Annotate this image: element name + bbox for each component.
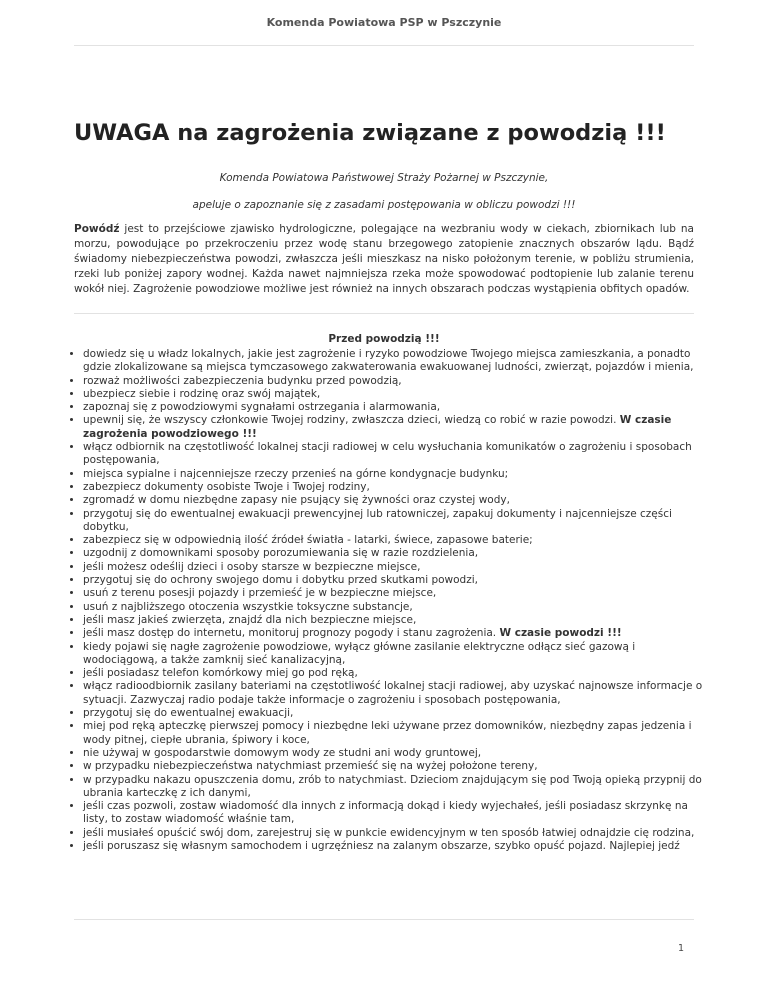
list-item [83, 747, 703, 760]
page-title: UWAGA na zagrożenia związane z powodzią !!! [74, 120, 666, 146]
list-item [83, 707, 703, 720]
list-item [83, 574, 703, 587]
subtitle-appeal: apeluje o zapoznanie się z zasadami postępowania w obliczu powodzi !!! [192, 199, 576, 211]
list-item-text: przygotuj się do ochrony swojego domu i dobytku przed skutkami powodzi, [83, 574, 478, 587]
list-item-heading: W czasie zagrożenia powodziowego !!! [83, 414, 672, 440]
list-item-text: nie używaj w gospodarstwie domowym wody ze studni ani wody gruntowej, [83, 746, 482, 759]
list-item-text: ubezpiecz siebie i rodzinę oraz swój majątek, [83, 387, 321, 400]
page-number: 1 [677, 943, 684, 954]
intro-text: jest to przejściowe zjawisko hydrologiczne, polegające na wezbraniu wody w ciekach, zbiornikach lub na morzu, powodujące po przekroczeniu przez wodę stanu brzegowego zatopienie znacznych obszarów lądu. Bądź świadomy niebezpieczeństwa powodzi, zwłaszcza jeśli mieszkasz na nisko położonym terenie, w pobliżu strumienia, rzeki lub poniżej zapory wodnej. Każda nawet najmniejsza rzeka może spowodować podtopienie lub zalanie terenu wokół niej. Zagrożenie powodziowe możliwe jest również na innych obszarach podczas wystąpienia obfitych opadów. [74, 223, 694, 295]
list-item [83, 348, 703, 375]
list-item [83, 680, 703, 707]
section-title: Przed powodzią !!! [328, 333, 440, 345]
list-item-text: jeśli musiałeś opuścić swój dom, zarejestruj się w punkcie ewidencyjnym w ten sposób łatwiej odnajdzie cię rodzina, [83, 826, 695, 839]
list-item [83, 375, 703, 388]
list-item-text: włącz odbiornik na częstotliwość lokalnej stacji radiowej w celu wysłuchania komunikatów o zagrożeniu i sposobach postępowania, [83, 441, 692, 467]
list-item-text: usuń z najbliższego otoczenia wszystkie toksyczne substancje, [83, 600, 413, 613]
list-item-heading: W czasie powodzi !!! [499, 627, 622, 640]
list-item-text: rozważ możliwości zabezpieczenia budynku przed powodzią, [83, 374, 402, 387]
list-item [83, 534, 703, 547]
list-item [83, 774, 703, 801]
advice-list [74, 348, 703, 853]
list-item [83, 587, 703, 600]
list-item [83, 827, 703, 840]
list-item-text: miej pod ręką apteczkę pierwszej pomocy i niezbędne leki używane przez domowników, niezbędny zapas jedzenia i wody pitnej, ciepłe ubrania, śpiwory i koce, [83, 720, 692, 746]
list-item [83, 414, 703, 441]
page-header: Komenda Powiatowa PSP w Pszczynie [266, 16, 502, 29]
list-item-text: włącz radioodbiornik zasilany bateriami na częstotliwość lokalnej stacji radiowej, aby uzyskać najnowsze informacje o sytuacji. Zazwyczaj radio podaje także informacje o zagrożeniu i sposobach postępowania, [83, 680, 703, 706]
list-item-text: dowiedz się u władz lokalnych, jakie jest zagrożenie i ryzyko powodziowe Twojego miejsca zamieszkania, a ponadto gdzie zlokalizowane są miejsca tymczasowego zakwaterowania ewakuowanej ludności, zwierząt, pojazdów i mienia, [83, 348, 694, 374]
list-item-text: przygotuj się do ewentualnej ewakuacji prewencyjnej lub ratowniczej, zapakuj dokumenty i najcenniejsze części dobytku, [83, 507, 672, 533]
list-item-text: zgromadź w domu niezbędne zapasy nie psujący się żywności oraz czystej wody, [83, 494, 510, 507]
list-item [83, 800, 703, 827]
list-item [83, 667, 703, 680]
list-item-text: jeśli czas pozwoli, zostaw wiadomość dla innych z informacją dokąd i kiedy wyjechałeś, jeśli posiadasz skrzynkę na listy, to zostaw wiadomość właśnie tam, [83, 800, 688, 826]
list-item-text: jeśli masz dostęp do internetu, monitoruj prognozy pogody i stanu zagrożenia. [83, 627, 500, 640]
list-item [83, 561, 703, 574]
list-item [83, 547, 703, 560]
intro-term: Powódź [74, 223, 120, 235]
list-item [83, 508, 703, 535]
list-item [83, 601, 703, 614]
list-item-text: kiedy pojawi się nagłe zagrożenie powodziowe, wyłącz główne zasilanie elektryczne odłącz sieć gazową i wodociągową, a także zamknij sieć kanalizacyjną, [83, 640, 636, 666]
list-item-text: przygotuj się do ewentualnej ewakuacji, [83, 707, 294, 720]
list-item [83, 494, 703, 507]
list-item-text: jeśli masz jakieś zwierzęta, znajdź dla nich bezpieczne miejsce, [83, 613, 417, 626]
list-item-text: jeśli poruszasz się własnym samochodem i ugrzęźniesz na zalanym obszarze, szybko opuść pojazd. Najlepiej jedź [83, 839, 680, 852]
footer-divider [74, 919, 694, 920]
document-page [74, 0, 703, 994]
list-item-text: zapoznaj się z powodziowymi sygnałami ostrzegania i alarmowania, [83, 401, 441, 414]
list-item [83, 614, 703, 627]
list-item [83, 720, 703, 747]
list-item [83, 481, 703, 494]
list-item-text: w przypadku nakazu opuszczenia domu, zrób to natychmiast. Dzieciom znajdującym się pod Twoją opieką przypnij do ubrania karteczkę z ich danymi, [83, 773, 702, 799]
list-item [83, 760, 703, 773]
list-item [83, 388, 703, 401]
list-item-text: miejsca sypialne i najcenniejsze rzeczy przenieś na górne kondygnacje budynku; [83, 467, 509, 480]
list-item-text: zabezpiecz dokumenty osobiste Twoje i Twojej rodziny, [83, 480, 370, 493]
subtitle-authority: Komenda Powiatowa Państwowej Straży Pożarnej w Pszczynie, [219, 172, 549, 184]
list-item-text: upewnij się, że wszyscy członkowie Twojej rodziny, zwłaszcza dzieci, wiedzą co robić w razie powodzi. [83, 414, 620, 427]
list-item [83, 401, 703, 414]
list-item [83, 627, 703, 640]
list-item-text: uzgodnij z domownikami sposoby porozumiewania się w razie rozdzielenia, [83, 547, 479, 560]
list-item [83, 840, 703, 853]
list-item [83, 441, 703, 468]
list-item-text: w przypadku niebezpieczeństwa natychmiast przemieść się na wyżej położone tereny, [83, 760, 538, 773]
header-divider [74, 45, 694, 46]
list-item-text: usuń z terenu posesji pojazdy i przemieść je w bezpieczne miejsce, [83, 587, 437, 600]
list-item-text: jeśli możesz odeślij dzieci i osoby starsze w bezpieczne miejsce, [83, 560, 421, 573]
list-item [83, 468, 703, 481]
list-item-text: zabezpiecz się w odpowiednią ilość źródeł światła - latarki, świece, zapasowe baterie; [83, 534, 533, 547]
list-item-text: jeśli posiadasz telefon komórkowy miej go pod ręką, [83, 667, 358, 680]
intro-paragraph [74, 222, 694, 297]
section-divider [74, 313, 694, 314]
list-item [83, 641, 703, 668]
